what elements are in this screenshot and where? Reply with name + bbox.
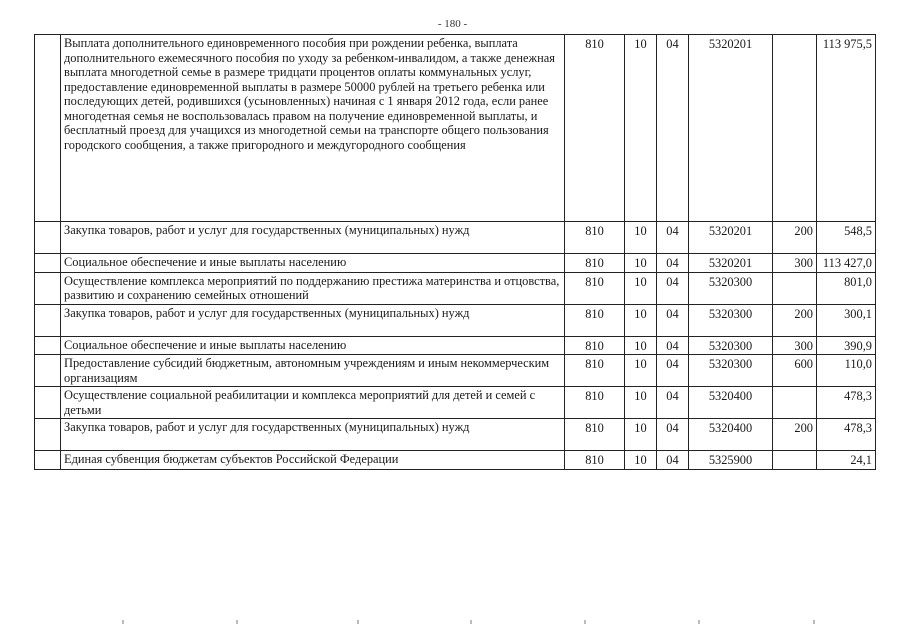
expense-type-cell: 200 [773,419,817,451]
target-article-cell: 5320300 [689,272,773,304]
amount-cell: 548,5 [817,222,876,254]
subsection-code-cell: 04 [657,419,689,451]
row-index-cell [35,355,61,387]
subsection-code-cell: 04 [657,304,689,336]
expense-type-cell [773,35,817,222]
ministry-code-cell: 810 [565,387,625,419]
item-name-cell: Выплата дополнительного единовременного пособия при рождении ребенка, выплата дополнительного ежемесячного пособия по уходу за ребенком-инвалидом, а также денежная выплата многодетной семье в размере тридцати процентов оплаты коммунальных услуг, предоставление единовременной выплаты в размере 50000 рублей на третьего ребенка или последующих детей, родившихся (усыновленных) начиная с 1 января 2012 года, если ранее многодетная семья не воспользовалась правом на получение единовременной выплаты, и бесплатный проезд для учащихся из многодетной семьи на транспорте общего пользования городского сообщения, а также пригородного и междугородного сообщения [61,35,565,222]
table-row [35,272,876,304]
row-index-cell [35,304,61,336]
target-article-cell: 5320201 [689,35,773,222]
target-article-cell: 5320300 [689,304,773,336]
expense-type-cell: 600 [773,355,817,387]
amount-cell: 390,9 [817,336,876,355]
row-index-cell [35,419,61,451]
scan-edge-marks [0,620,905,628]
ministry-code-cell: 810 [565,272,625,304]
section-code-cell: 10 [625,451,657,470]
target-article-cell: 5320300 [689,355,773,387]
expense-type-cell [773,272,817,304]
target-article-cell: 5320400 [689,387,773,419]
amount-cell: 478,3 [817,387,876,419]
section-code-cell: 10 [625,304,657,336]
section-code-cell: 10 [625,419,657,451]
amount-cell: 113 427,0 [817,254,876,273]
expense-type-cell: 200 [773,304,817,336]
item-name-cell: Закупка товаров, работ и услуг для государственных (муниципальных) нужд [61,222,565,254]
expense-type-cell: 300 [773,254,817,273]
subsection-code-cell: 04 [657,336,689,355]
amount-cell: 801,0 [817,272,876,304]
table-row [35,304,876,336]
table-row [35,451,876,470]
target-article-cell: 5325900 [689,451,773,470]
expense-type-cell [773,451,817,470]
amount-cell: 300,1 [817,304,876,336]
section-code-cell: 10 [625,387,657,419]
target-article-cell: 5320201 [689,222,773,254]
target-article-cell: 5320201 [689,254,773,273]
table-row [35,35,876,222]
table-row [35,222,876,254]
item-name-cell: Предоставление субсидий бюджетным, автономным учреждениям и иным некоммерческим организациям [61,355,565,387]
page-number: - 180 - [437,18,468,30]
amount-cell: 113 975,5 [817,35,876,222]
table-row [35,336,876,355]
target-article-cell: 5320400 [689,419,773,451]
section-code-cell: 10 [625,254,657,273]
amount-cell: 478,3 [817,419,876,451]
ministry-code-cell: 810 [565,35,625,222]
section-code-cell: 10 [625,336,657,355]
table-row [35,355,876,387]
section-code-cell: 10 [625,222,657,254]
amount-cell: 24,1 [817,451,876,470]
ministry-code-cell: 810 [565,355,625,387]
subsection-code-cell: 04 [657,451,689,470]
target-article-cell: 5320300 [689,336,773,355]
row-index-cell [35,272,61,304]
item-name-cell: Закупка товаров, работ и услуг для государственных (муниципальных) нужд [61,419,565,451]
item-name-cell: Единая субвенция бюджетам субъектов Российской Федерации [61,451,565,470]
subsection-code-cell: 04 [657,35,689,222]
amount-cell: 110,0 [817,355,876,387]
row-index-cell [35,336,61,355]
row-index-cell [35,222,61,254]
section-code-cell: 10 [625,272,657,304]
ministry-code-cell: 810 [565,336,625,355]
subsection-code-cell: 04 [657,387,689,419]
table-row [35,419,876,451]
item-name-cell: Социальное обеспечение и иные выплаты населению [61,254,565,273]
ministry-code-cell: 810 [565,254,625,273]
subsection-code-cell: 04 [657,254,689,273]
table-row [35,387,876,419]
section-code-cell: 10 [625,35,657,222]
ministry-code-cell: 810 [565,451,625,470]
subsection-code-cell: 04 [657,272,689,304]
item-name-cell: Закупка товаров, работ и услуг для государственных (муниципальных) нужд [61,304,565,336]
item-name-cell: Социальное обеспечение и иные выплаты населению [61,336,565,355]
row-index-cell [35,254,61,273]
expense-type-cell [773,387,817,419]
expense-type-cell: 300 [773,336,817,355]
table-row [35,254,876,273]
subsection-code-cell: 04 [657,222,689,254]
budget-table [34,34,876,470]
ministry-code-cell: 810 [565,222,625,254]
ministry-code-cell: 810 [565,419,625,451]
expense-type-cell: 200 [773,222,817,254]
item-name-cell: Осуществление комплекса мероприятий по поддержанию престижа материнства и отцовства, развитию и сохранению семейных отношений [61,272,565,304]
row-index-cell [35,387,61,419]
row-index-cell [35,35,61,222]
ministry-code-cell: 810 [565,304,625,336]
subsection-code-cell: 04 [657,355,689,387]
row-index-cell [35,451,61,470]
section-code-cell: 10 [625,355,657,387]
item-name-cell: Осуществление социальной реабилитации и комплекса мероприятий для детей и семей с детьми [61,387,565,419]
